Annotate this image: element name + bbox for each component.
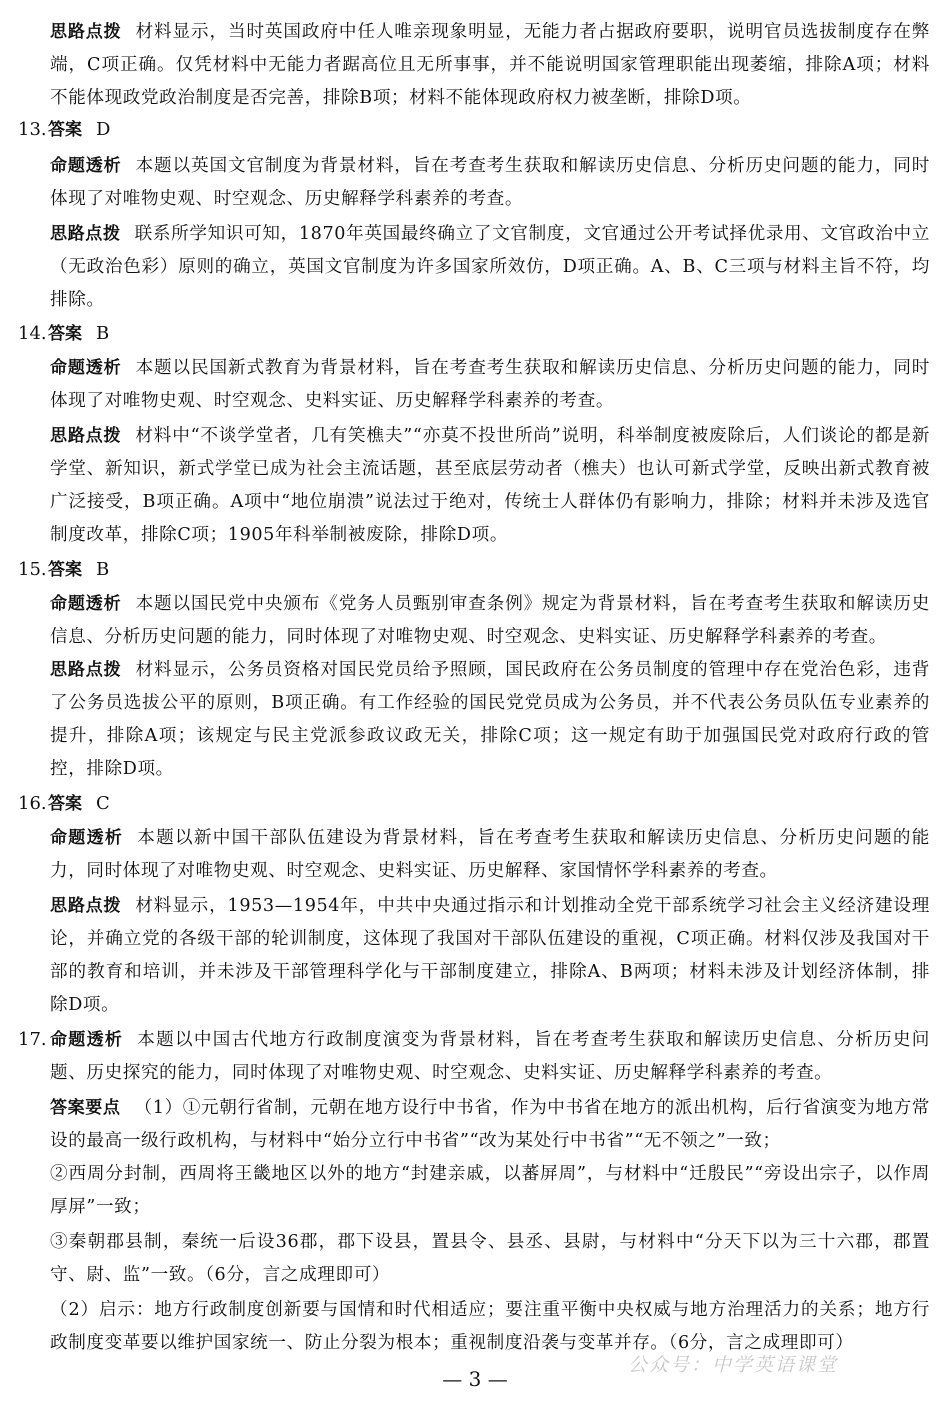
q12-approach-paragraph <box>50 16 930 115</box>
q15-answer-label: 答案 <box>48 560 82 580</box>
q16-number: 16. <box>18 793 47 814</box>
q17-number: 17. <box>18 1029 47 1050</box>
q16-answer-label: 答案 <box>48 794 82 814</box>
q14-answer-row <box>18 318 932 350</box>
q14-intent-paragraph <box>50 352 930 418</box>
page-number: — 3 — <box>442 1367 508 1391</box>
q13-answer-label: 答案 <box>48 120 82 140</box>
q17-intent-paragraph <box>50 1024 930 1090</box>
q16-answer: C <box>96 793 110 814</box>
q17-key-points-label: 答案要点 <box>50 1098 121 1118</box>
q12-approach-text: 材料显示，当时英国政府中任人唯亲现象明显，无能力者占据政府要职，说明官员选拔制度存在弊端，C项正确。仅凭材料中无能力者踞高位且无所事事，并不能说明国家管理职能出现萎缩，排除A项；材料不能体现政党政治制度是否完善，排除B项；材料不能体现政府权力被垄断，排除D项。 <box>50 22 930 108</box>
q14-approach-text: 材料中“不谈学堂者，几有笑樵夫”“亦莫不投世所尚”说明，科举制度被废除后，人们谈论的都是新学堂、新知识，新式学堂已成为社会主流话题，甚至底层劳动者（樵夫）也认可新式学堂，反映出新式教育被广泛接受，B项正确。A项中“地位崩溃”说法过于绝对，传统士人群体仍有影响力，排除；材料并未涉及选官制度改革，排除C项；1905年科举制被废除，排除D项。 <box>50 426 930 545</box>
q13-answer-row <box>18 114 932 146</box>
q14-answer-label: 答案 <box>48 324 82 344</box>
q15-answer-row <box>18 554 932 586</box>
q14-intent-text: 本题以民国新式教育为背景材料，旨在考查考生获取和解读历史信息、分析历史问题的能力，同时体现了对唯物史观、时空观念、史料实证、历史解释学科素养的考查。 <box>50 358 930 411</box>
q16-answer-row <box>18 788 932 820</box>
q15-answer: B <box>96 559 110 580</box>
q17-key-point-4-text: （2）启示：地方行政制度创新要与国情和时代相适应；要注重平衡中央权威与地方治理活力的关系；地方行政制度变革要以维护国家统一、防止分裂为根本；重视制度沿袭与变革并存。（6分，言之成理即可） <box>50 1300 930 1353</box>
q15-intent-label: 命题透析 <box>50 594 122 614</box>
q12-approach-label: 思路点拨 <box>50 22 122 42</box>
q17-key-point-2-text: ②西周分封制，西周将王畿地区以外的地方“封建亲戚，以蕃屏周”，与材料中“迁殷民”“旁设出宗子，以作周厚屏”一致； <box>50 1164 930 1217</box>
q13-approach-text: 联系所学知识可知，1870年英国最终确立了文官制度，文官通过公开考试择优录用、文官政治中立（无政治色彩）原则的确立，英国文官制度为许多国家所效仿，D项正确。A、B、C三项与材料主旨不符，均排除。 <box>50 224 930 310</box>
q16-approach-text: 材料显示，1953—1954年，中共中央通过指示和计划推动全党干部系统学习社会主义经济建设理论，并确立党的各级干部的轮训制度，这体现了我国对干部队伍建设的重视，C项正确。材料仅涉及我国对干部的教育和培训，并未涉及干部管理科学化与干部制度建立，排除A、B两项；材料未涉及计划经济体制，排除D项。 <box>50 896 931 1015</box>
q16-intent-label: 命题透析 <box>50 828 124 848</box>
q17-key-point-3-text: ③秦朝郡县制，秦统一后设36郡，郡下设县，置县令、县丞、县尉，与材料中“分天下以为三十六郡，郡置守、尉、监”一致。（6分，言之成理即可） <box>50 1232 930 1285</box>
q17-key-point-2 <box>50 1158 930 1224</box>
q14-answer: B <box>96 323 110 344</box>
q16-approach-paragraph <box>50 890 930 1022</box>
q13-approach-label: 思路点拨 <box>50 224 121 244</box>
q13-answer: D <box>96 119 111 140</box>
q15-intent-paragraph <box>50 588 930 654</box>
q15-approach-label: 思路点拨 <box>50 660 122 680</box>
q13-number: 13. <box>18 119 47 140</box>
q16-approach-label: 思路点拨 <box>50 896 122 916</box>
q15-approach-text: 材料显示，公务员资格对国民党员给予照顾，国民政府在公务员制度的管理中存在党治色彩，违背了公务员选拔公平的原则，B项正确。有工作经验的国民党党员成为公务员，并不代表公务员队伍专业素养的提升，排除A项；该规定与民主党派参政议政无关，排除C项；这一规定有助于加强国民党对政府行政的管控，排除D项。 <box>50 660 930 779</box>
q16-intent-text: 本题以新中国干部队伍建设为背景材料，旨在考查考生获取和解读历史信息、分析历史问题的能力，同时体现了对唯物史观、时空观念、史料实证、历史解释、家国情怀学科素养的考查。 <box>50 828 930 881</box>
q13-intent-text: 本题以英国文官制度为背景材料，旨在考查考生获取和解读历史信息、分析历史问题的能力，同时体现了对唯物史观、时空观念、历史解释学科素养的考查。 <box>50 156 930 209</box>
q17-key-point-1 <box>50 1092 930 1158</box>
q15-intent-text: 本题以国民党中央颁布《党务人员甄别审查条例》规定为背景材料，旨在考查考生获取和解读历史信息、分析历史问题的能力，同时体现了对唯物史观、时空观念、史料实证、历史解释学科素养的考查。 <box>50 594 930 647</box>
q13-intent-label: 命题透析 <box>50 156 122 176</box>
q14-approach-paragraph <box>50 420 930 552</box>
q13-intent-paragraph <box>50 150 930 216</box>
q17-intent-text: 本题以中国古代地方行政制度演变为背景材料，旨在考查考生获取和解读历史信息、分析历史问题、历史探究的能力，同时体现了对唯物史观、时空观念、史料实证、历史解释学科素养的考查。 <box>50 1030 930 1083</box>
q14-intent-label: 命题透析 <box>50 358 122 378</box>
q15-number: 15. <box>18 559 47 580</box>
q17-key-point-1-text: （1）①元朝行省制，元朝在地方设行中书省，作为中书省在地方的派出机构，后行省演变为地方常设的最高一级行政机构，与材料中“始分立行中书省”“改为某处行中书省”“无不领之”一致； <box>50 1098 930 1151</box>
q17-key-point-3 <box>50 1226 930 1292</box>
q14-number: 14. <box>18 323 47 344</box>
q14-approach-label: 思路点拨 <box>50 426 122 446</box>
watermark: 公众号：中学英语课堂 <box>628 1354 839 1376</box>
q17-intent-label: 命题透析 <box>50 1030 124 1050</box>
q16-intent-paragraph <box>50 822 930 888</box>
q13-approach-paragraph <box>50 218 930 317</box>
q15-approach-paragraph <box>50 654 930 786</box>
